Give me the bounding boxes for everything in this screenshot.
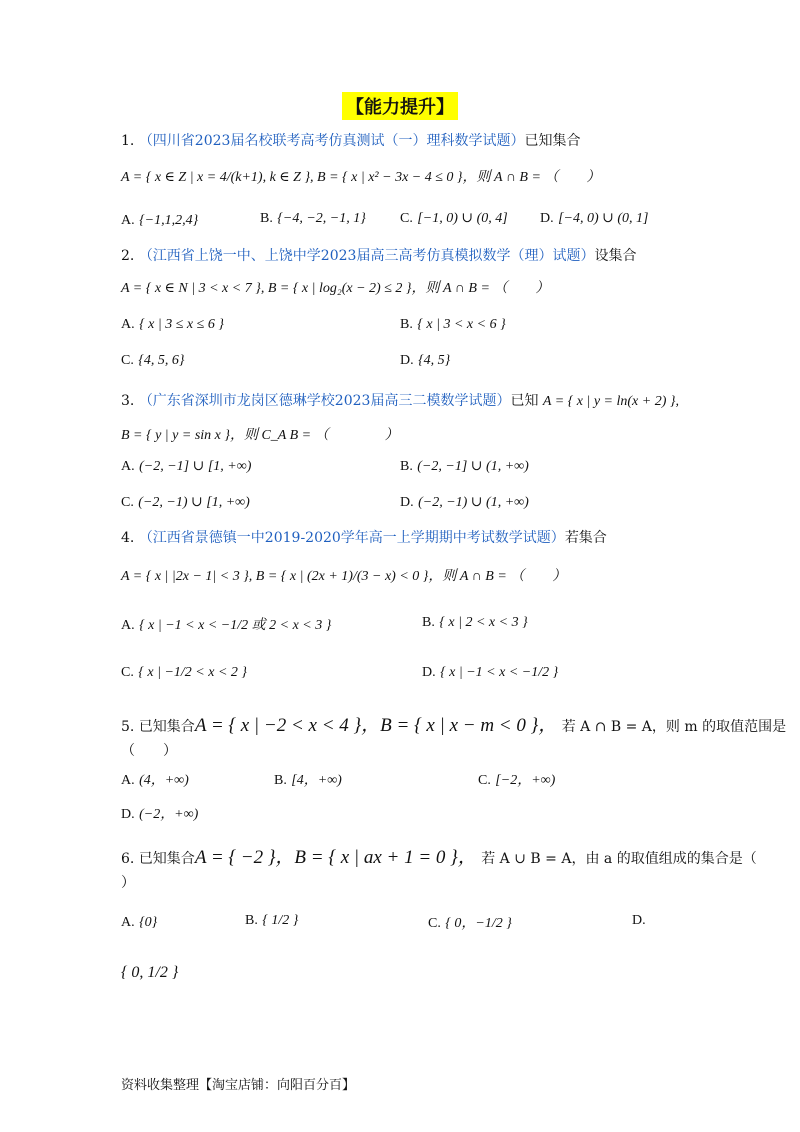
question-6-paren: ）	[121, 875, 135, 891]
question-3-option-c: C. (−2, −1) ∪ [1, +∞)	[121, 495, 250, 510]
question-5-option-c: C. [−2，+∞)	[478, 773, 556, 788]
question-3-option-b: B. (−2, −1] ∪ (1, +∞)	[400, 459, 529, 474]
question-source: （广东省深圳市龙岗区德琳学校2023届高三二模数学试题）	[138, 393, 511, 409]
question-6-option-d-label: D.	[632, 913, 646, 928]
question-source: （江西省上饶一中、上饶中学2023届高三高考仿真模拟数学（理）试题）	[138, 248, 595, 264]
question-stem: 已知集合	[138, 851, 195, 867]
question-3-formula-b: B = { y | y = sin x }，则 C_A B = （ ）	[121, 428, 399, 443]
question-number: 6.	[121, 851, 135, 867]
question-3-header	[121, 390, 679, 410]
question-source: （四川省2023届名校联考高考仿真测试（一）理科数学试题）	[138, 133, 525, 149]
section-title: 【能力提升】	[342, 92, 458, 120]
question-5-header	[121, 710, 786, 737]
question-6-option-c: C. { 0，−1/2 }	[428, 916, 512, 931]
question-number: 5.	[121, 719, 135, 735]
question-number: 1.	[121, 133, 135, 149]
question-4-option-d: D. { x | −1 < x < −1/2 }	[422, 665, 559, 680]
question-5-option-d: D. (−2，+∞)	[121, 807, 199, 822]
question-stem: 若集合	[564, 530, 607, 546]
question-stem-tail: 若 A ∩ B = A，则 m 的取值范围是	[561, 719, 787, 735]
question-number: 3.	[121, 393, 135, 409]
question-4-option-a: A. { x | −1 < x < −1/2 或 2 < x < 3 }	[121, 618, 332, 633]
question-2-formula: A = { x ∈ N | 3 < x < 7 }, B = { x | log₂(x − 2) ≤ 2 }，则 A ∩ B = （ ）	[121, 281, 550, 296]
question-number: 4.	[121, 530, 135, 546]
question-3-option-a: A. (−2, −1] ∪ [1, +∞)	[121, 459, 252, 474]
question-1-option-d: D. [−4, 0) ∪ (0, 1]	[540, 211, 649, 226]
section-header	[0, 92, 800, 120]
question-5-paren: （ ）	[121, 743, 177, 759]
question-4-formula: A = { x | |2x − 1| < 3 }, B = { x | (2x + 1)/(3 − x) < 0 }，则 A ∩ B = （ ）	[121, 569, 567, 584]
question-1-option-a: A. {−1,1,2,4}	[121, 213, 199, 228]
question-2-header	[121, 245, 636, 265]
question-6-option-d-value: { 0, 1/2 }	[121, 964, 179, 981]
question-2-option-b: B. { x | 3 < x < 6 }	[400, 317, 506, 332]
question-2-option-a: A. { x | 3 ≤ x ≤ 6 }	[121, 317, 224, 332]
footer-note: 资料收集整理【淘宝店铺：向阳百分百】	[121, 1078, 356, 1093]
question-6-option-b: B. { 1/2 }	[245, 913, 299, 928]
question-5-option-b: B. [4，+∞)	[274, 773, 342, 788]
question-stem: 已知	[510, 393, 539, 409]
question-6-option-a: A. {0}	[121, 915, 158, 930]
question-6-header	[121, 842, 757, 869]
question-1-option-c: C. [−1, 0) ∪ (0, 4]	[400, 211, 508, 226]
question-4-option-c: C. { x | −1/2 < x < 2 }	[121, 665, 248, 680]
question-3-option-d: D. (−2, −1) ∪ (1, +∞)	[400, 495, 529, 510]
question-2-option-d: D. {4, 5}	[400, 353, 451, 368]
question-5-formula: A = { x | −2 < x < 4 }，B = { x | x − m < 0 }，	[194, 715, 558, 736]
question-5-option-a: A. (4，+∞)	[121, 773, 189, 788]
question-3-formula-a: A = { x | y = ln(x + 2) },	[542, 394, 679, 409]
question-stem: 设集合	[594, 248, 637, 264]
question-source: （江西省景德镇一中2019-2020学年高一上学期期中考试数学试题）	[138, 530, 565, 546]
question-stem: 已知集合	[138, 719, 195, 735]
question-number: 2.	[121, 248, 135, 264]
question-4-option-b: B. { x | 2 < x < 3 }	[422, 615, 528, 630]
question-1-header	[121, 130, 580, 150]
question-1-option-b: B. {−4, −2, −1, 1}	[260, 211, 366, 226]
question-stem: 已知集合	[524, 133, 581, 149]
question-1-formula: A = { x ∈ Z | x = 4/(k+1), k ∈ Z }, B = { x | x² − 3x − 4 ≤ 0 }，则 A ∩ B = （ ）	[121, 170, 601, 185]
question-4-header	[121, 527, 607, 547]
question-2-option-c: C. {4, 5, 6}	[121, 353, 185, 368]
question-stem-tail: 若 A ∪ B = A，由 a 的取值组成的集合是（	[481, 851, 757, 867]
question-6-formula: A = { −2 }，B = { x | ax + 1 = 0 }，	[194, 847, 477, 868]
